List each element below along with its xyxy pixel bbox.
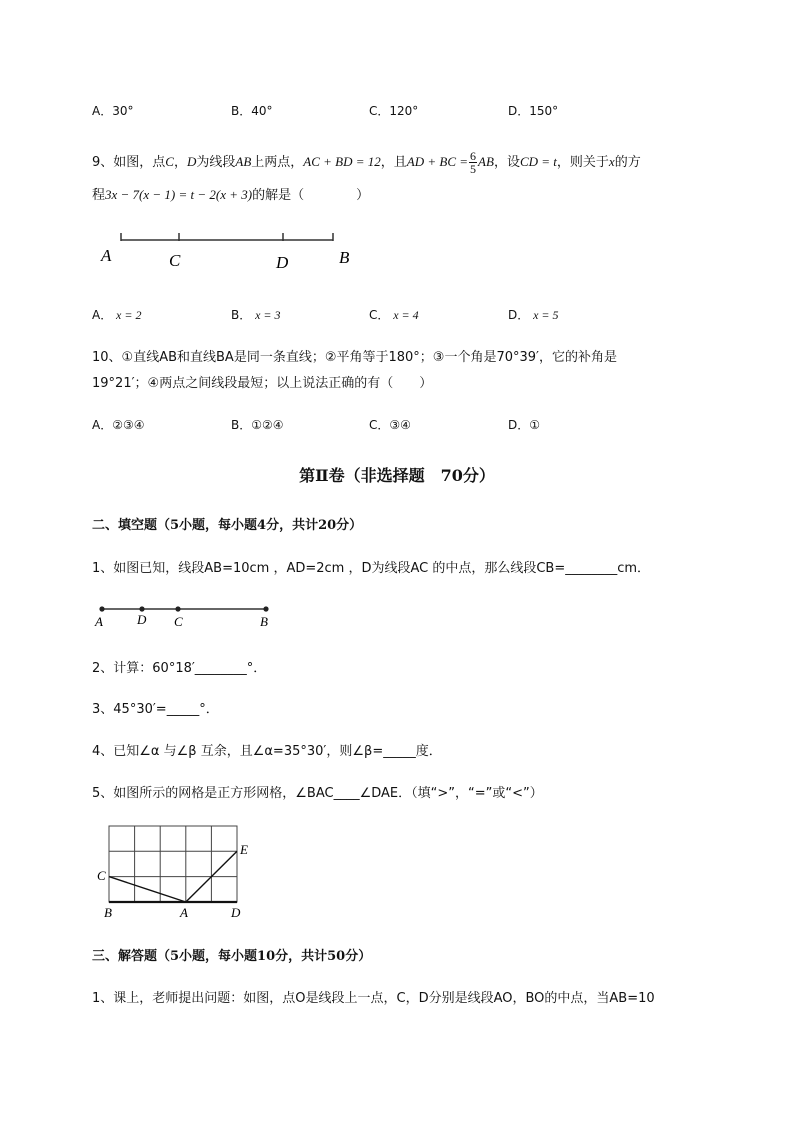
q10-option-d: D．① — [508, 418, 540, 432]
q9-option-d — [508, 306, 559, 323]
q9-line2 — [92, 184, 369, 203]
q9-text: ，设 — [493, 155, 520, 170]
q9-line1 — [92, 150, 641, 175]
q9-text: ，且 — [380, 155, 407, 170]
fig-label-b: B — [104, 905, 112, 920]
q10-line2: 19°21′；④两点之间线段最短；以上说法正确的有（ ） — [92, 376, 433, 391]
q9-option-a — [92, 306, 141, 323]
fig-label-d: D — [276, 253, 289, 272]
q9-option-b — [231, 306, 281, 323]
section3-title: 三、解答题（5小题，每小题10分，共计50分） — [92, 949, 372, 964]
q9-equation-2: AD + BC = — [406, 154, 469, 169]
option-value: x = 2 — [116, 308, 142, 322]
q9-segment-ab: AB — [478, 154, 494, 169]
fraction-numerator: 6 — [470, 149, 477, 163]
q8-option-b: B．40° — [231, 104, 273, 118]
q9-equation-1: AC + BD = 12 — [303, 154, 381, 169]
fraction-denominator: 5 — [470, 162, 477, 176]
q9-num: 9、如图，点 — [92, 155, 166, 170]
fig-label-b: B — [260, 614, 268, 629]
fig-label-a: A — [180, 905, 188, 920]
q9-text: 的解是（ ） — [252, 188, 370, 203]
fill-question-2: 2、计算：60°18′________°． — [92, 661, 267, 676]
part2-title: 第Ⅱ卷（非选择题 70分） — [299, 466, 495, 485]
fill-question-5: 5、如图所示的网格是正方形网格，∠BAC____∠DAE．（填“>”，“=”或“<”） — [92, 786, 543, 801]
option-value: x = 5 — [533, 308, 559, 322]
q10-option-b: B．①②④ — [231, 418, 284, 432]
fig-label-c: C — [174, 614, 183, 629]
fig-label-c: C — [169, 251, 181, 270]
option-letter: B． — [231, 308, 252, 322]
q9-segment-figure — [95, 228, 365, 273]
fill-question-3: 3、45°30′=_____°． — [92, 702, 219, 717]
option-letter: D． — [508, 308, 530, 322]
fig-label-d: D — [137, 612, 147, 627]
fill-question-1: 1、如图已知，线段AB=10cm ，AD=2cm ，D为线段AC 的中点，那么线段CB=________cm． — [92, 561, 651, 576]
fig-label-a: A — [101, 246, 112, 265]
q9-text: 上两点， — [251, 155, 304, 170]
q9-point-c: C — [165, 154, 174, 169]
option-letter: A． — [92, 308, 113, 322]
fig-label-e: E — [240, 842, 248, 857]
option-value: x = 4 — [393, 308, 419, 322]
fig-label-a: A — [95, 614, 103, 629]
fill1-segment-figure — [92, 600, 282, 632]
q9-text: ， — [173, 155, 187, 170]
option-value: x = 3 — [255, 308, 281, 322]
q10-line1: 10、①直线AB和直线BA是同一条直线；②平角等于180°；③一个角是70°39′，它的补角是 — [92, 350, 617, 365]
q9-text: 的方 — [614, 155, 641, 170]
q9-point-d: D — [186, 154, 197, 169]
q9-variable-x: x — [608, 154, 615, 169]
q9-text: ，则关于 — [556, 155, 609, 170]
q8-option-d: D．150° — [508, 104, 559, 118]
q8-option-c: C．120° — [369, 104, 419, 118]
q9-text: 为线段 — [196, 155, 236, 170]
fill-question-4: 4、已知∠α 与∠β 互余，且∠α=35°30′，则∠β=_____度． — [92, 744, 442, 759]
q9-option-c — [369, 306, 419, 323]
q8-option-a: A．30° — [92, 104, 134, 118]
q9-equation-4: 3x − 7(x − 1) = t − 2(x + 3) — [105, 187, 253, 202]
q9-text: 程 — [92, 188, 106, 203]
section2-title: 二、填空题（5小题，每小题4分，共计20分） — [92, 518, 363, 533]
q9-fraction — [469, 150, 477, 175]
answer-question-1: 1、课上，老师提出问题：如图，点O是线段上一点，C，D分别是线段AO，BO的中点，当AB=10 — [92, 991, 655, 1006]
fig-label-c: C — [97, 868, 106, 883]
q9-equation-3: CD = t — [519, 154, 557, 169]
q10-option-a: A．②③④ — [92, 418, 145, 432]
fig-label-b: B — [339, 248, 350, 267]
q10-option-c: C．③④ — [369, 418, 411, 432]
option-letter: C． — [369, 308, 390, 322]
q9-segment-ab: AB — [235, 154, 252, 169]
fig-label-d: D — [231, 905, 241, 920]
fill5-grid-figure — [92, 820, 262, 925]
